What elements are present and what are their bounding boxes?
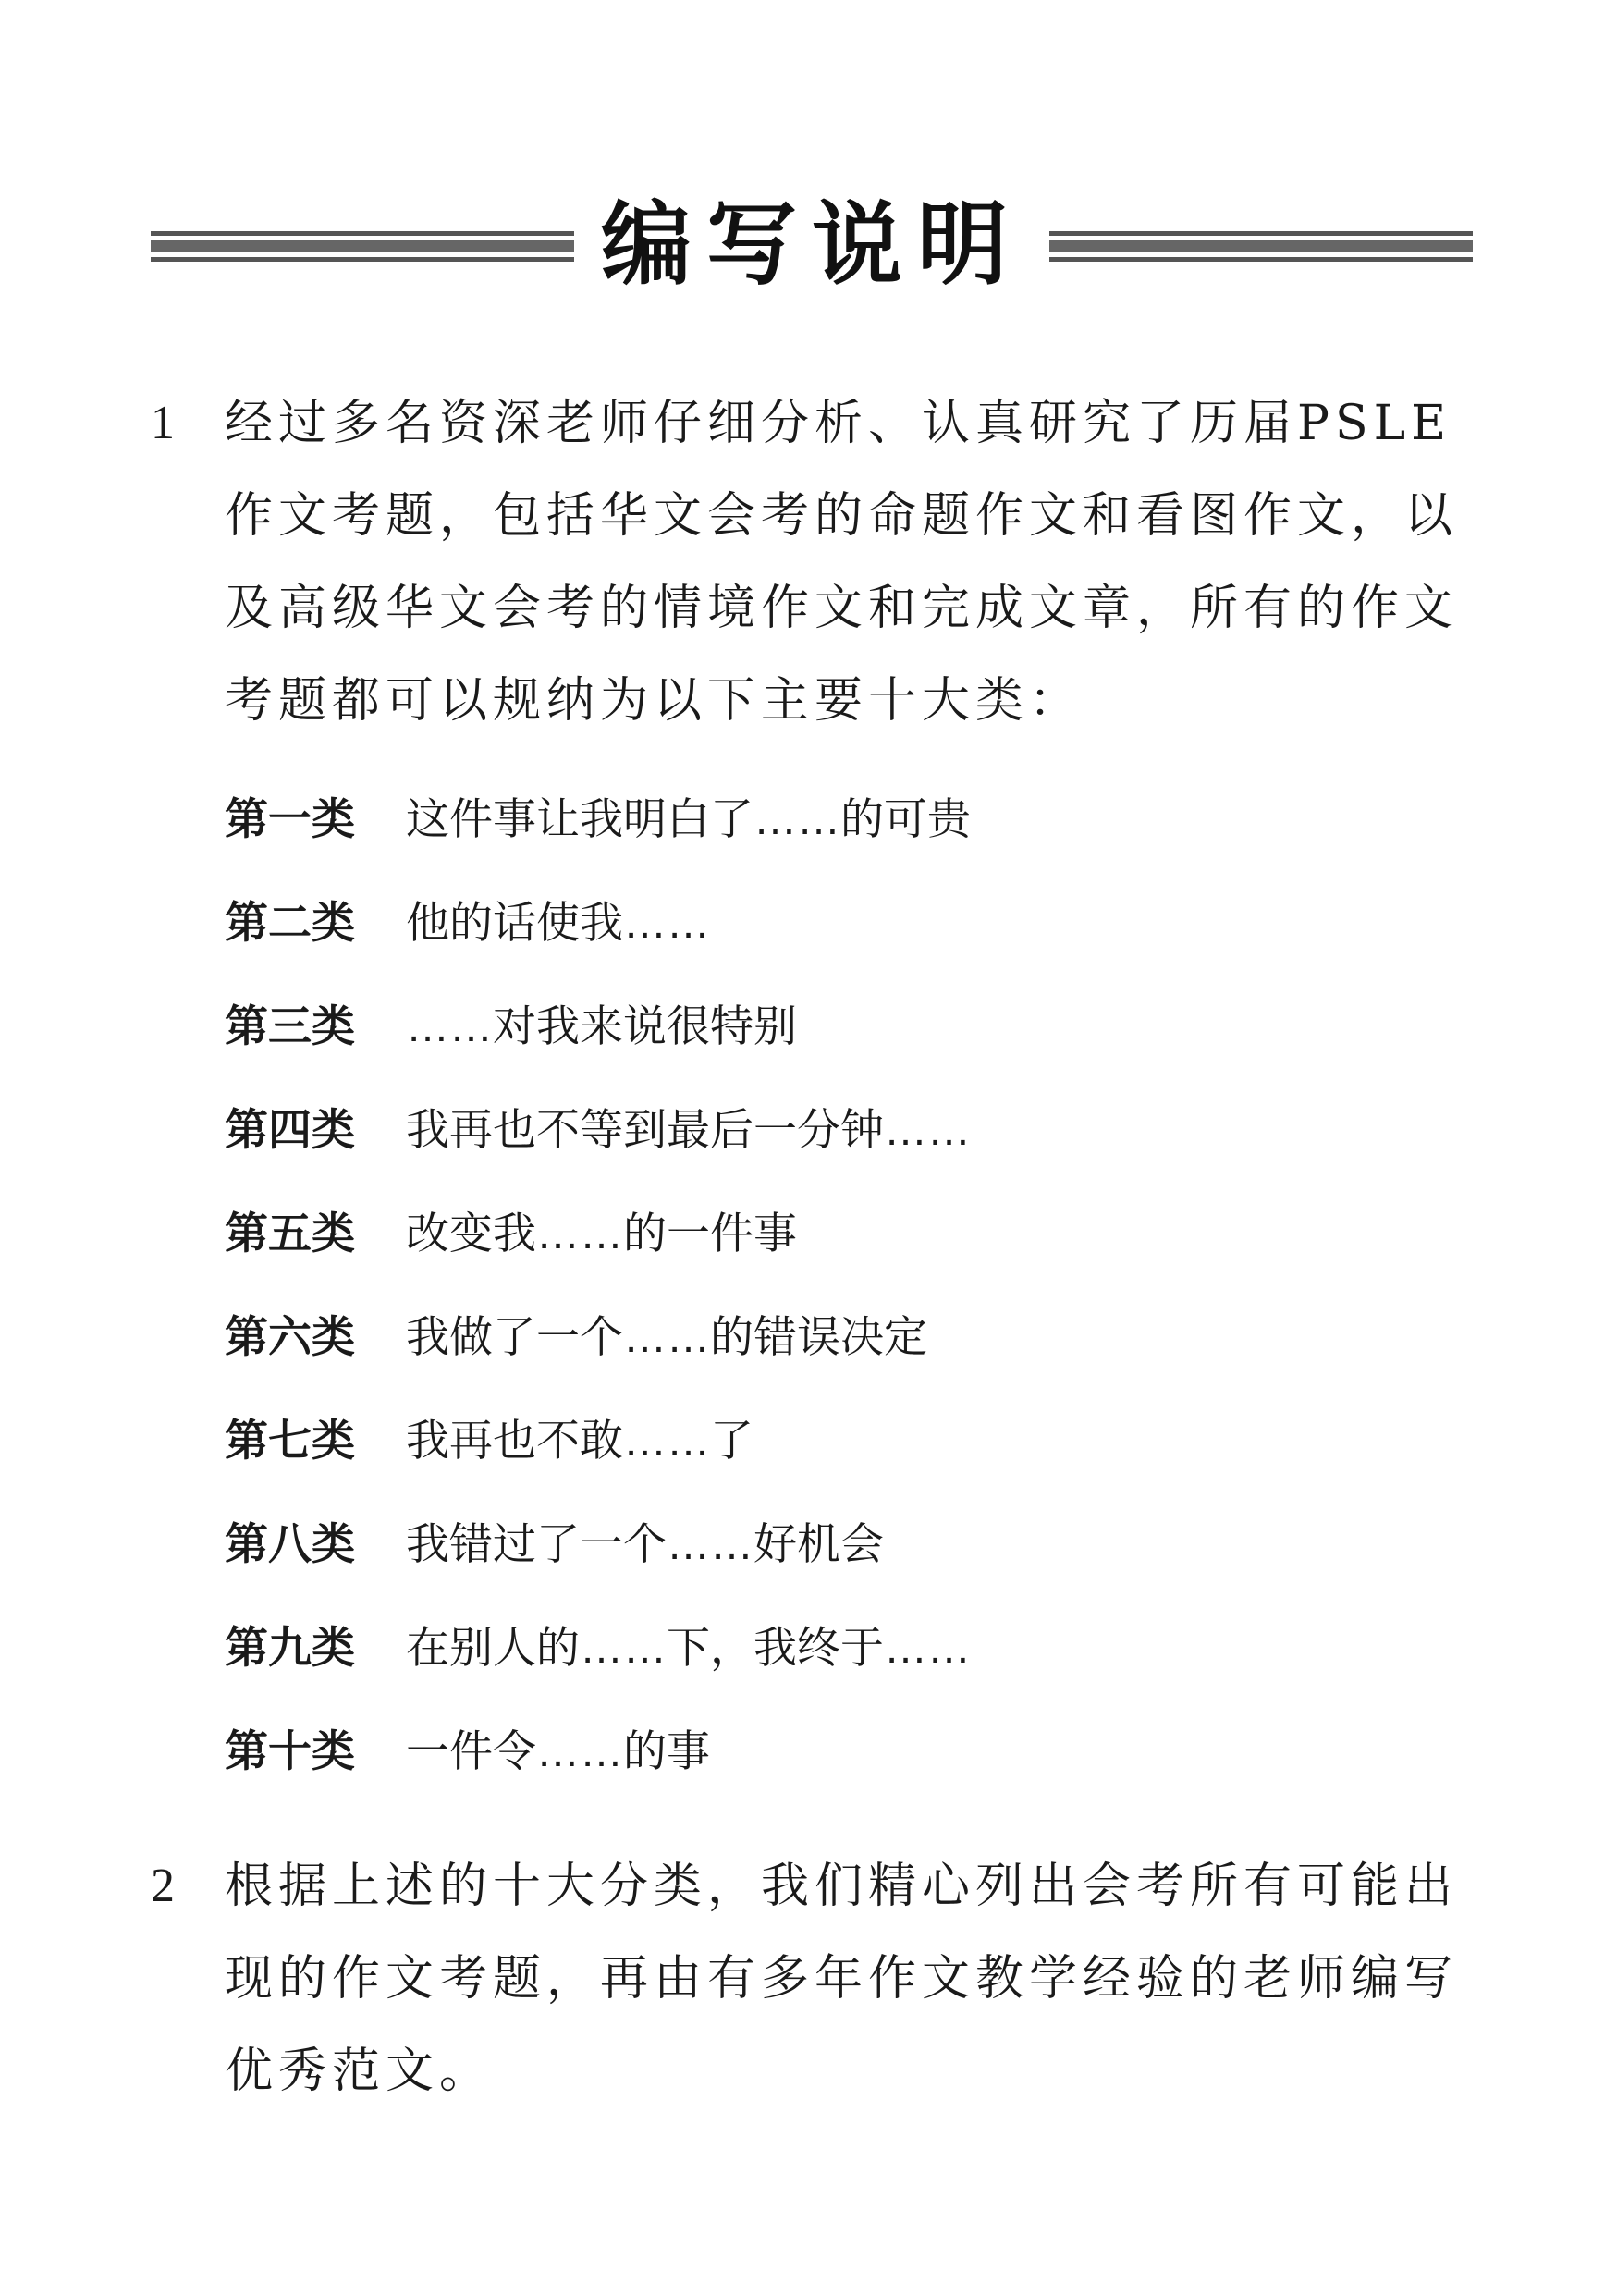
category-item [225,1700,1427,1803]
category-item [225,1596,1427,1700]
category-text: 他的话使我…… [406,898,710,947]
category-text: 在别人的……下，我终于…… [406,1623,971,1672]
category-label: 第八类 [225,1519,355,1568]
category-label: 第二类 [225,898,355,947]
category-item [225,1182,1427,1285]
category-text: 改变我……的一件事 [406,1209,797,1258]
category-label: 第十类 [225,1726,355,1775]
title-bar [151,194,1473,296]
category-text: 我做了一个……的错误决定 [406,1312,927,1361]
category-text: 我再也不敢……了 [406,1416,753,1465]
category-label: 第一类 [225,794,355,843]
page-title: 编写说明 [600,192,1023,298]
category-label: 第六类 [225,1312,355,1361]
category-item [225,871,1427,975]
title-rule-left [151,231,574,263]
title-rule-right [1049,231,1473,263]
category-label: 第九类 [225,1623,355,1672]
category-item [225,1492,1427,1596]
category-label: 第三类 [225,1001,355,1050]
category-label: 第五类 [225,1209,355,1258]
category-item [225,767,1427,871]
category-label: 第七类 [225,1416,355,1465]
category-list [225,767,1427,1803]
category-item [225,1389,1427,1492]
category-text: 一件令……的事 [406,1726,710,1775]
section-2-number: 2 [151,1860,180,1912]
category-text: 这件事让我明白了……的可贵 [406,794,971,843]
section-1-number: 1 [151,397,180,449]
category-text: 我错过了一个……好机会 [406,1519,884,1568]
category-item [225,975,1427,1078]
category-text: 我再也不等到最后一分钟…… [406,1105,971,1154]
category-label: 第四类 [225,1105,355,1154]
category-item [225,1078,1427,1182]
section-2-text: 根据上述的十大分类，我们精心列出会考所有可能出现的作文考题，再由有多年作文教学经验的老师编写优秀范文。 [225,1859,1459,2099]
category-item [225,1285,1427,1389]
category-text: ……对我来说很特别 [406,1001,797,1050]
section-1-text: 经过多名资深老师仔细分析、认真研究了历届PSLE作文考题，包括华文会考的命题作文和看图作文，以及高级华文会考的情境作文和完成文章，所有的作文考题都可以规纳为以下主要十大类： [225,396,1459,729]
